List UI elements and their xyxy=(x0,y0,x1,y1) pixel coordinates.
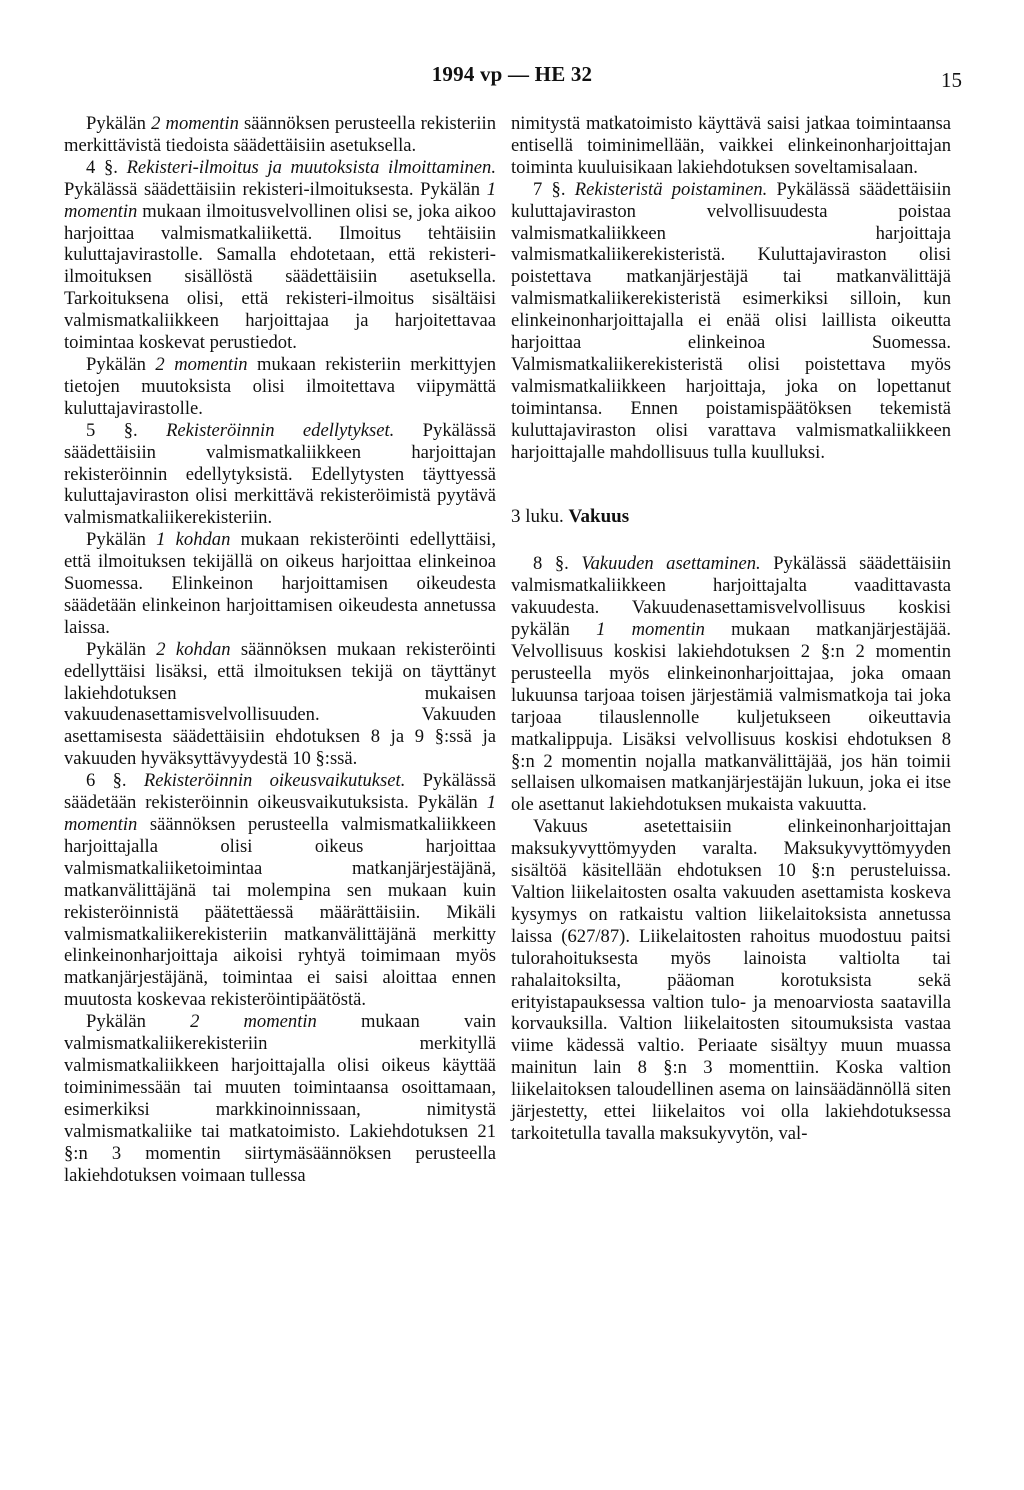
section-number: 7 §. xyxy=(533,178,566,200)
chapter-heading xyxy=(511,506,951,528)
section-number: 4 §. xyxy=(86,156,118,178)
section-title: Rekisteristä poistaminen. xyxy=(574,178,768,200)
section-title: Rekisteri-ilmoitus ja muutoksista ilmoittaminen. xyxy=(126,156,497,178)
section-8: 8 §. Vakuuden asettaminen. Pykälässä säädettäisiin valmismatkaliikkeen harjoittajalta vaadittavasta vakuudesta. Vakuudenasettamisvelvollisuus koskisi pykälän 1 momentin mukaan matkanjärjestäjää. Velvollisuus koskisi lakiehdotuksen 2 §:n 2 momentin perusteella myös elinkeinonharjoittajaa, joka omaan lukuunsa tarjoaa toisen järjestämiä valmismatkoja tai joka tarjoaa tilauslennolle kuljetukseen oikeuttavia matkalippuja. Lisäksi velvollisuus koskisi ehdotuksen 8 §:n 2 momentin nojalla matkanvälittäjää, jos hän toimii sellaisen ulkomaisen matkanjärjestäjän lukuun, joka ei itse ole asettanut lakiehdotuksen mukaista vakuutta. xyxy=(511,553,951,816)
paragraph: Pykälän 2 momentin säännöksen perusteella rekisteriin merkittävistä tiedoista säädettäisiin asetuksella. xyxy=(64,113,496,156)
section-7: 7 §. Rekisteristä poistaminen. Pykälässä säädettäisiin kuluttajaviraston velvollisuudesta poistaa valmismatkaliikkeen harjoittaja valmismatkaliikerekisteristä. Kuluttajaviraston olisi poistettava matkanjärjestäjä tai matkanvälittäjä valmismatkaliikerekisteristä esimerkiksi silloin, kun elinkeinonharjoittajalla ei enää olisi laillista oikeutta harjoittaa elinkeinoa Suomessa. Valmismatkaliikerekisteristä olisi poistettava myös valmismatkaliikkeen harjoittaja, joka on lopettanut toimintansa. Ennen poistamispäätöksen tekemistä kuluttajaviraston olisi varattava valmismatkaliikkeen harjoittajalle mahdollisuus tulla kuulluksi. xyxy=(511,178,951,463)
section-number: 8 §. xyxy=(533,553,569,575)
paragraph: Pykälän 2 momentin mukaan vain valmismatkaliikerekisteriin merkityllä valmismatkaliikkeen harjoittajalla olisi oikeus käyttää toiminimessään tai muuten toimintaansa osoittamaan, esimerkiksi markkinoinnissaan, nimitystä valmismatkaliike tai matkatoimisto. Lakiehdotuksen 21 §:n 3 momentin siirtymäsäännöksen perusteella lakiehdotuksen voimaan tullessa xyxy=(64,1011,497,1186)
section-title: Rekisteröinnin edellytykset. xyxy=(166,419,395,441)
paragraph: nimitystä matkatoimisto käyttävä saisi jatkaa toimintaansa entisellä toiminimellään, vaikkei elinkeinonharjoittajan toiminta kuuluisikaan lakiehdotuksen soveltamisalaan. xyxy=(511,113,951,178)
chapter-title: Vakuus xyxy=(568,505,630,527)
section-title: Rekisteröinnin oikeusvaikutukset. xyxy=(143,770,406,792)
paragraph: Pykälän 1 kohdan mukaan rekisteröinti edellyttäisi, että ilmoituksen tekijällä on oikeus harjoittaa elinkeinoa Suomessa. Elinkeinon harjoittamisen oikeudesta säädetään elinkeinon harjoittamisen oikeudesta annetussa laissa. xyxy=(64,529,496,638)
chapter-number: 3 luku. xyxy=(511,505,564,527)
page-number: 15 xyxy=(941,68,962,92)
left-column xyxy=(64,113,496,1186)
section-6: 6 §. Rekisteröinnin oikeusvaikutukset. Pykälässä säädetään rekisteröinnin oikeusvaikutuksista. Pykälän 1 momentin säännöksen perusteella valmismatkaliikkeen harjoittajalla olisi oikeus harjoittaa valmismatkaliiketoimintaa matkanjärjestäjänä, matkanvälittäjänä tai molempina sen mukaan kuin rekisteröinnistä päätettäessä määrättäisiin. Mikäli valmismatkaliikerekisteriin matkanvälittäjänä merkitty elinkeinonharjoittaja aikoisi ryhtyä toimimaan myös matkanjärjestäjänä, toimintaa ei saisi aloittaa ennen muutosta koskevaa rekisteröintipäätöstä. xyxy=(64,770,497,1011)
section-4: 4 §. Rekisteri-ilmoitus ja muutoksista ilmoittaminen. Pykälässä säädettäisiin rekisteri-ilmoituksesta. Pykälän 1 momentin mukaan ilmoitusvelvollinen olisi se, joka aikoo harjoittaa valmismatkaliikettä. Ilmoitus tehtäisiin kuluttajavirastolle. Samalla ehdotetaan, että rekisteri-ilmoituksen sisällöstä säädettäisiin asetuksella. Tarkoituksena olisi, että rekisteri-ilmoitus sisältäisi valmismatkaliikkeen harjoittajaa ja harjoitettavaa toimintaa koskevat perustiedot. xyxy=(64,156,497,354)
paragraph: Vakuus asetettaisiin elinkeinonharjoittajan maksukyvyttömyyden varalta. Maksukyvyttömyyden sisältöä käsitellään ehdotuksen 10 §:n perusteluissa. Valtion liikelaitosten osalta vakuuden asettamista koskeva kysymys on ratkaistu valtion liikelaitoksista annetussa laissa (627/87). Liikelaitosten rahoitus muodostuu paitsi tulorahoituksesta myös lainoista valtiolta tai rahalaitoksilta, pääoman korotuksista sekä erityistapauksessa valtion tulo- ja menoarviosta saatavilla korvauksilla. Valtion liikelaitosten sitoumuksista vastaa viime kädessä valtio. Periaate sisältyy muun muassa mainitun lain 8 §:n 3 momenttiin. Koska valtion liikelaitoksen taloudellinen asema on lainsäädännöllä siten järjestetty, ettei liikelaitos voi olla lakiehdotuksessa tarkoitetulla tavalla maksukyvytön, val- xyxy=(511,816,951,1144)
section-title: Vakuuden asettaminen. xyxy=(581,553,761,575)
section-5: 5 §. Rekisteröinnin edellytykset. Pykälässä säädettäisiin valmismatkaliikkeen harjoittajan rekisteröinnin edellytyksistä. Edellytysten täyttyessä kuluttajaviraston olisi merkittävä rekisteröimistä pyytävä valmismatkaliikerekisteriin. xyxy=(64,419,497,529)
section-number: 5 §. xyxy=(86,419,138,441)
document-title: 1994 vp — HE 32 xyxy=(431,62,593,86)
paragraph: Pykälän 2 momentin mukaan rekisteriin merkittyjen tietojen muutoksista olisi ilmoitettava viipymättä kuluttajavirastolle. xyxy=(64,353,496,419)
paragraph: Pykälän 2 kohdan säännöksen mukaan rekisteröinti edellyttäisi lisäksi, että ilmoituksen tekijä on täyttänyt lakiehdotuksen mukaisen vakuudenasettamisvelvollisuuden. Vakuuden asettamisesta säädettäisiin ehdotuksen 8 ja 9 §:ssä ja vakuuden hyväksyttävyydestä 10 §:ssä. xyxy=(64,638,496,770)
right-column xyxy=(511,113,951,1145)
section-number: 6 §. xyxy=(86,770,127,792)
page-header xyxy=(0,62,1024,92)
